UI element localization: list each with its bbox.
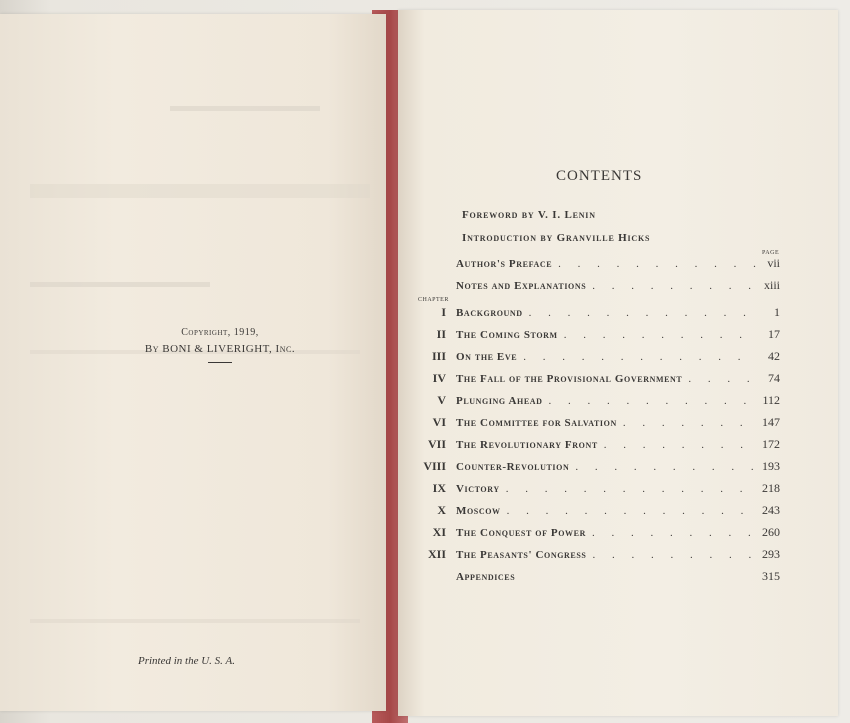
dot-leader — [501, 505, 758, 517]
chapter-number: IV — [432, 371, 446, 385]
chapter-number: X — [437, 503, 446, 517]
show-through-mark — [30, 184, 370, 198]
toc-entry — [410, 327, 780, 345]
publisher-line: By BONI & LIVERIGHT, Inc. — [144, 343, 296, 355]
page-number: 147 — [762, 415, 780, 429]
page-number: 1 — [774, 305, 780, 319]
toc-entry — [410, 503, 780, 521]
toc-entry — [410, 481, 780, 499]
page-number: 42 — [768, 349, 780, 363]
contents-heading: CONTENTS — [556, 168, 643, 184]
chapter-number: XII — [427, 547, 446, 561]
chapter-title: Background — [456, 307, 523, 319]
chapter-title: The Coming Storm — [456, 329, 558, 341]
page-number: 74 — [768, 371, 780, 385]
show-through-mark — [30, 619, 360, 623]
chapter-title: The Fall of the Provisional Government — [456, 373, 683, 385]
page-number: 172 — [762, 437, 780, 451]
dot-leader — [523, 307, 758, 319]
dot-leader — [586, 280, 758, 292]
dot-leader — [552, 258, 758, 270]
page-number: 293 — [762, 547, 780, 561]
dot-leader — [598, 439, 758, 451]
toc-entry — [410, 415, 780, 433]
dot-leader — [586, 527, 758, 539]
copyright-notice — [120, 324, 320, 363]
show-through-mark — [30, 282, 210, 287]
chapter-column-label: CHAPTER — [418, 297, 449, 303]
page-number: 315 — [762, 569, 780, 583]
chapter-title: The Committee for Salvation — [456, 417, 617, 429]
foreword-line: Foreword by V. I. Lenin — [462, 209, 596, 221]
chapter-number: III — [431, 349, 446, 363]
toc-entry — [410, 305, 780, 323]
dot-leader — [500, 483, 758, 495]
toc-entry — [410, 256, 780, 274]
chapter-title: The Revolutionary Front — [456, 439, 598, 451]
page-column-label: PAGE — [762, 250, 780, 256]
toc-entry — [410, 459, 780, 477]
toc-entry — [410, 349, 780, 367]
dot-leader — [617, 417, 758, 429]
chapter-title: Author's Preface — [456, 258, 553, 270]
dot-leader — [682, 373, 758, 385]
dot-leader — [569, 461, 758, 473]
chapter-number: V — [437, 393, 446, 407]
toc-entry — [410, 278, 780, 296]
introduction-line: Introduction by Granville Hicks — [462, 232, 651, 244]
dot-leader — [543, 395, 758, 407]
chapter-title: Plunging Ahead — [456, 395, 543, 407]
chapter-title: On the Eve — [456, 351, 518, 363]
show-through-mark — [170, 106, 320, 111]
page-number: xiii — [763, 278, 780, 292]
chapter-number: VIII — [423, 459, 446, 473]
copyright-year: Copyright, 1919, — [181, 327, 259, 338]
toc-entry — [410, 547, 780, 565]
chapter-number: II — [436, 327, 446, 341]
chapter-number: VII — [427, 437, 446, 451]
page-number: 260 — [762, 525, 780, 539]
chapter-title: Moscow — [456, 505, 501, 517]
dot-leader — [558, 329, 758, 341]
page-number: 17 — [768, 327, 780, 341]
toc-entry — [410, 393, 780, 411]
toc-entry — [410, 437, 780, 455]
printed-in-note: Printed in the U. S. A. — [138, 655, 235, 667]
page-number: vii — [767, 256, 780, 270]
toc-entry — [410, 525, 780, 543]
chapter-title: Counter-Revolution — [456, 461, 570, 473]
chapter-title: Victory — [456, 483, 500, 495]
chapter-number: XI — [432, 525, 446, 539]
page-number: 193 — [762, 459, 780, 473]
chapter-title: Appendices — [456, 571, 516, 583]
chapter-number: I — [441, 305, 446, 319]
chapter-number: VI — [432, 415, 446, 429]
chapter-title: The Conquest of Power — [456, 527, 586, 539]
chapter-title: The Peasants' Congress — [456, 549, 587, 561]
chapter-title: Notes and Explanations — [456, 280, 587, 292]
left-page — [0, 14, 386, 711]
toc-entry — [410, 569, 780, 587]
dot-leader — [586, 549, 758, 561]
page-number: 243 — [762, 503, 780, 517]
page-number: 112 — [762, 393, 780, 407]
divider-rule — [208, 362, 232, 363]
page-number: 218 — [762, 481, 780, 495]
toc-entry — [410, 371, 780, 389]
chapter-number: IX — [432, 481, 446, 495]
dot-leader — [517, 351, 758, 363]
